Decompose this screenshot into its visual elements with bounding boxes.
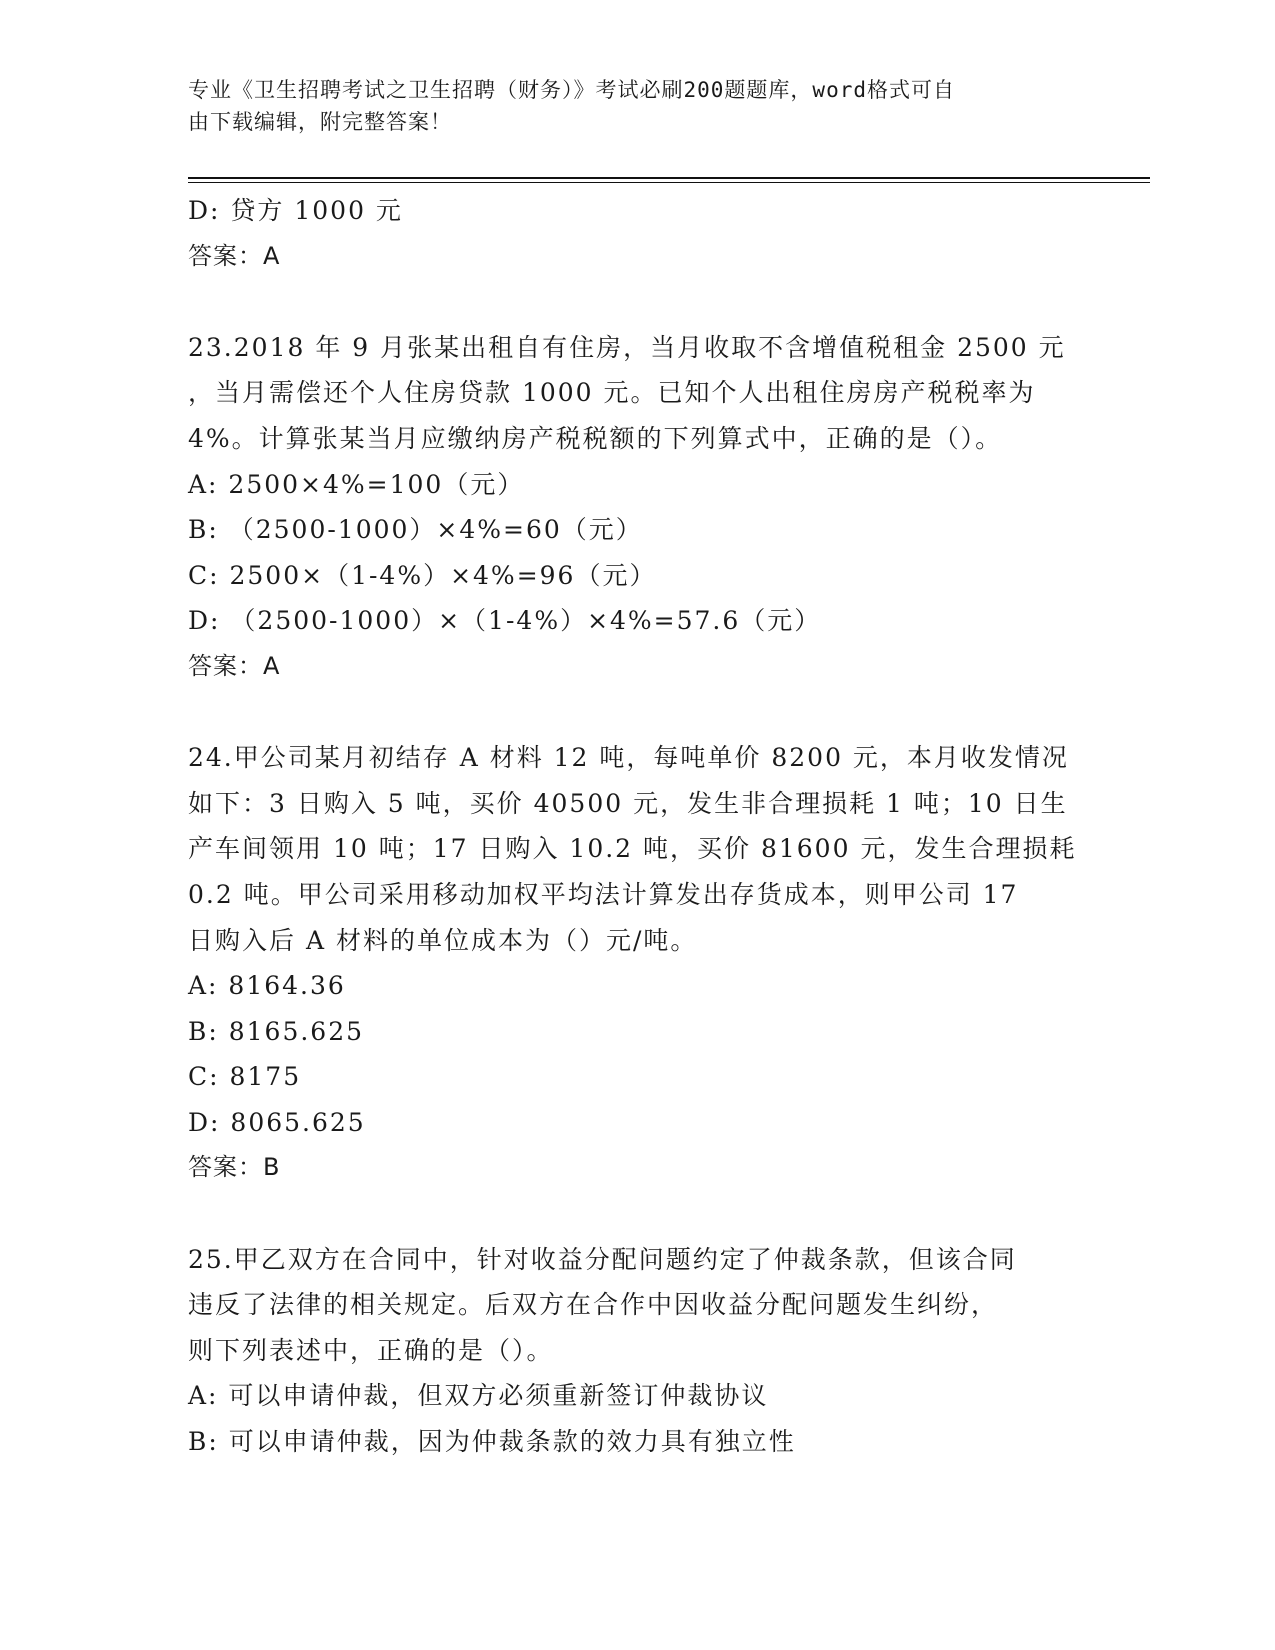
spacer <box>188 690 1068 736</box>
question-stem: 25.甲乙双方在合同中，针对收益分配问题约定了仲裁条款，但该合同 <box>188 1244 1017 1274</box>
option-a: A: 2500×4%=100（元） <box>188 469 525 499</box>
header-title-line: 由下载编辑，附完整答案！ <box>188 110 452 134</box>
header-title-line: 专业《卫生招聘考试之卫生招聘（财务）》考试必刷200题题库，word格式可自 <box>188 78 955 102</box>
option-c: C: 8175 <box>188 1062 302 1092</box>
option-d: D: 8065.625 <box>188 1107 366 1137</box>
answer: 答案：A <box>188 651 281 680</box>
question-stem: 0.2 吨。甲公司采用移动加权平均法计算发出存货成本，则甲公司 17 <box>188 879 1019 909</box>
question-stem: 24.甲公司某月初结存 A 材料 12 吨，每吨单价 8200 元，本月收发情况 <box>188 743 1069 773</box>
question-stem: 23.2018 年 9 月张某出租自有住房，当月收取不含增值税租金 2500 元 <box>188 332 1066 362</box>
answer: 答案：A <box>188 241 281 270</box>
header-divider <box>188 182 1150 183</box>
option-b: B: （2500-1000）×4%=60（元） <box>188 515 643 545</box>
spacer <box>188 279 1068 325</box>
option-a: A: 8164.36 <box>188 971 346 1001</box>
option-b: B: 可以申请仲裁，因为仲裁条款的效力具有独立性 <box>188 1427 796 1457</box>
question-stem: 日购入后 A 材料的单位成本为（）元/吨。 <box>188 925 698 955</box>
question-stem: 则下列表述中，正确的是（）。 <box>188 1335 554 1365</box>
question-stem: 如下：3 日购入 5 吨，买价 40500 元，发生非合理损耗 1 吨；10 日生 <box>188 788 1068 818</box>
question-stem: ，当月需偿还个人住房贷款 1000 元。已知个人出租住房房产税税率为 <box>188 378 1036 408</box>
option-a: A: 可以申请仲裁，但双方必须重新签订仲裁协议 <box>188 1381 769 1411</box>
spacer <box>188 1191 1068 1237</box>
option-d: D: 贷方 1000 元 <box>188 196 403 225</box>
question-stem: 4%。计算张某当月应缴纳房产税税额的下列算式中，正确的是（）。 <box>188 423 1003 453</box>
question-content <box>188 188 1077 1465</box>
question-stem: 违反了法律的相关规定。后双方在合作中因收益分配问题发生纠纷， <box>188 1290 999 1320</box>
option-b: B: 8165.625 <box>188 1016 365 1046</box>
question-24 <box>188 735 1077 1191</box>
header-divider <box>188 177 1150 179</box>
page-header <box>188 74 1068 138</box>
question-23 <box>188 325 1068 690</box>
question-stem: 产车间领用 10 吨；17 日购入 10.2 吨，买价 81600 元，发生合理损耗 <box>188 834 1077 864</box>
option-d: D: （2500-1000）×（1-4%）×4%=57.6（元） <box>188 606 822 636</box>
answer: 答案：B <box>188 1153 281 1182</box>
option-c: C: 2500×（1-4%）×4%=96（元） <box>188 560 657 590</box>
question-25 <box>188 1237 1068 1465</box>
